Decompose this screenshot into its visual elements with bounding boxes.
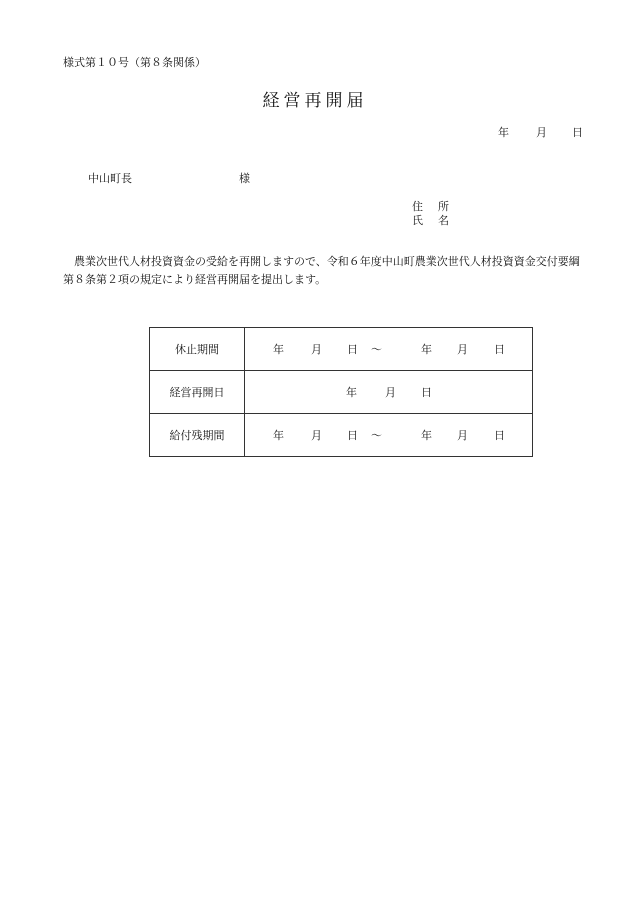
resume-day: 日 (421, 386, 432, 399)
resume-month: 月 (385, 386, 396, 399)
row-label-resumption-date: 経営再開日 (150, 371, 245, 414)
start-month: 月 (311, 429, 322, 442)
table-row (150, 414, 533, 457)
end-month: 月 (457, 429, 468, 442)
start-month: 月 (311, 343, 322, 356)
form-number: 様式第１０号（第８条関係） (63, 56, 206, 69)
resume-year: 年 (346, 386, 357, 399)
end-month: 月 (457, 343, 468, 356)
body-paragraph: 農業次世代人材投資資金の受給を再開しますので、令和６年度中山町農業次世代人材投資資金交付要綱第８条第２項の規定により経営再開届を提出します。 (63, 255, 580, 286)
start-year: 年 (273, 343, 284, 356)
table-row (150, 371, 533, 414)
document-title: 経営再開届 (262, 91, 368, 111)
range-separator: ～ (371, 429, 382, 442)
addressee-name: 中山町長 (88, 172, 132, 185)
table-row (150, 328, 533, 371)
end-day: 日 (494, 343, 505, 356)
start-year: 年 (273, 429, 284, 442)
applicant-address-label: 住 所 (412, 200, 451, 213)
start-day: 日 (347, 343, 358, 356)
addressee-honorific: 様 (239, 172, 250, 185)
date-year: 年 (498, 126, 509, 139)
resumption-date-field[interactable] (245, 371, 533, 414)
row-label-suspension-period: 休止期間 (150, 328, 245, 371)
end-year: 年 (421, 343, 432, 356)
applicant-name-label: 氏 名 (412, 214, 451, 227)
date-day: 日 (572, 126, 583, 139)
date-month: 月 (536, 126, 547, 139)
row-label-remaining-period: 給付残期間 (150, 414, 245, 457)
range-separator: ～ (371, 343, 382, 356)
remaining-period-field[interactable] (245, 414, 533, 457)
start-day: 日 (347, 429, 358, 442)
resumption-table (149, 327, 533, 457)
suspension-period-field[interactable] (245, 328, 533, 371)
end-day: 日 (494, 429, 505, 442)
end-year: 年 (421, 429, 432, 442)
